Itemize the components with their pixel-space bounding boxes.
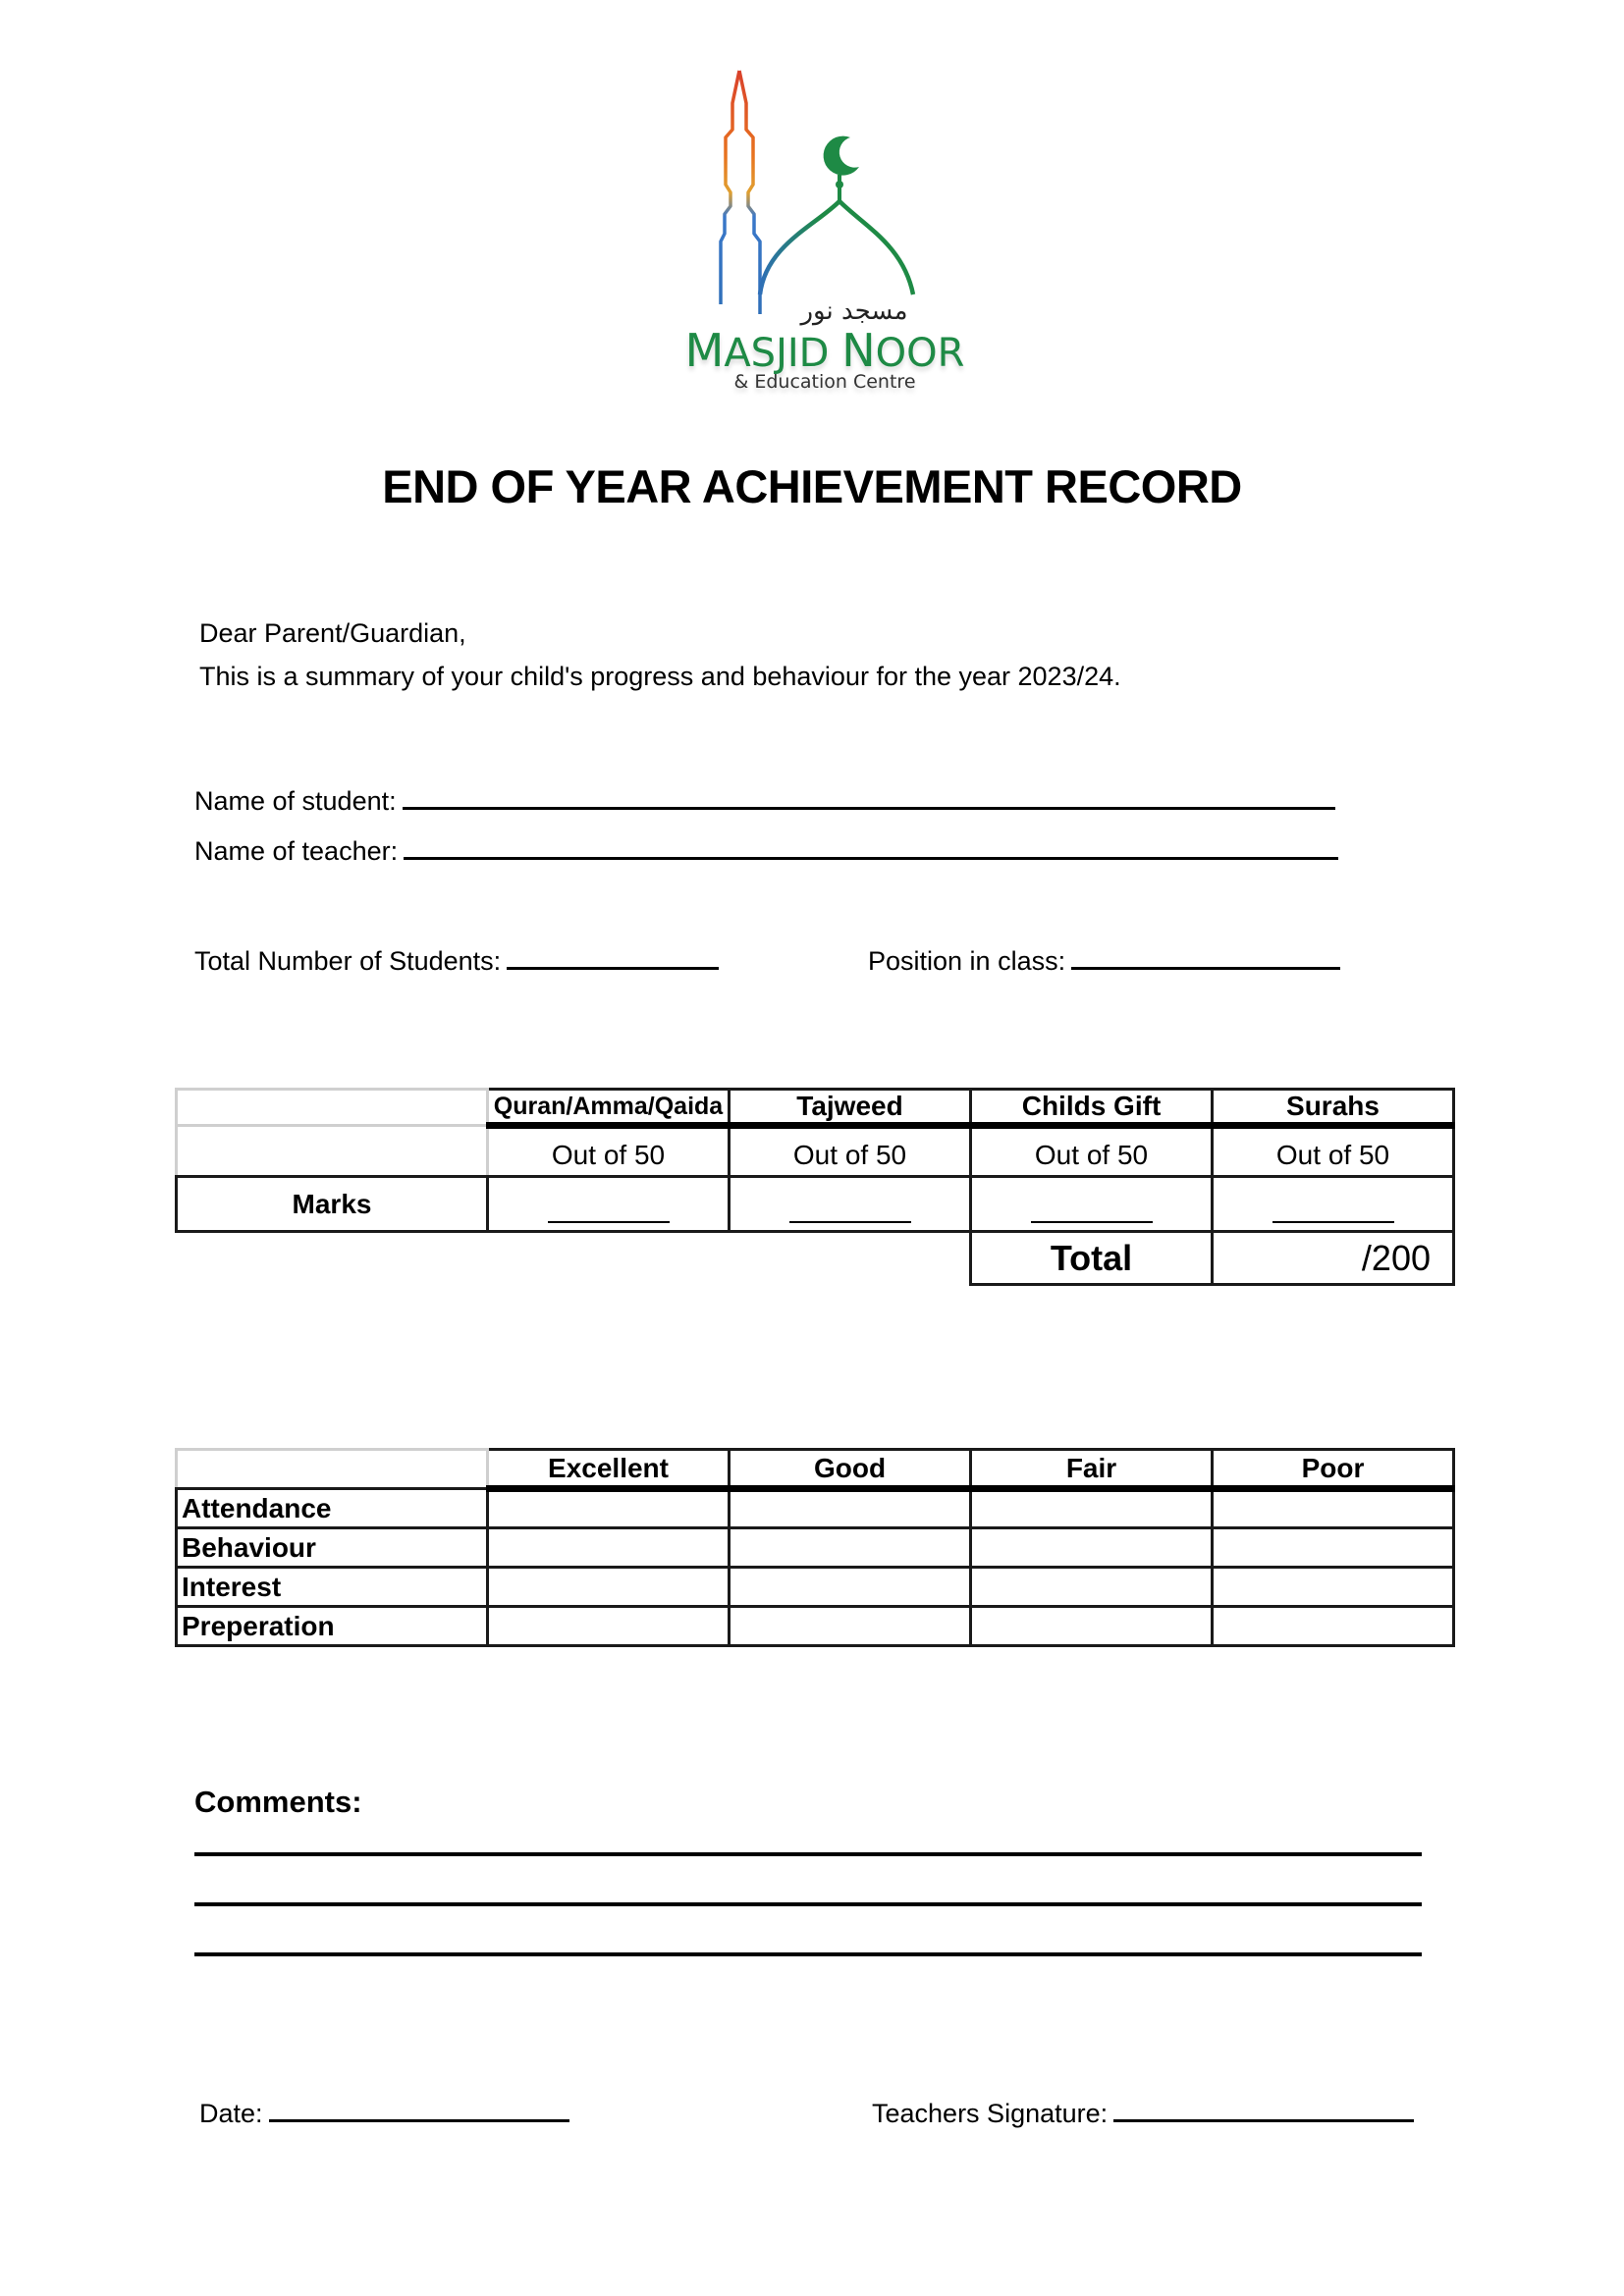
rating-cell[interactable] — [1213, 1607, 1454, 1646]
mark-entry-cell[interactable] — [1213, 1177, 1454, 1232]
rating-cell[interactable] — [730, 1528, 971, 1568]
mark-entry-cell[interactable] — [971, 1177, 1213, 1232]
student-name-blank[interactable] — [403, 785, 1335, 810]
letter-greeting: Dear Parent/Guardian, — [199, 618, 466, 648]
masjid-noor-logo — [677, 59, 972, 402]
student-name-label: Name of student: — [194, 786, 397, 816]
mark-entry-cell[interactable] — [730, 1177, 971, 1232]
rating-cell[interactable] — [488, 1568, 730, 1607]
signature-field[interactable] — [872, 2098, 1414, 2129]
row-label-interest: Interest — [177, 1568, 488, 1607]
total-students-field[interactable] — [194, 945, 719, 977]
col-header-poor: Poor — [1213, 1450, 1454, 1489]
student-name-field[interactable] — [194, 785, 1335, 817]
logo-name: MASJID NOOR — [684, 324, 965, 377]
rating-cell[interactable] — [1213, 1489, 1454, 1528]
col-header-tajweed: Tajweed — [730, 1090, 971, 1126]
date-label: Date: — [199, 2099, 263, 2128]
rating-cell[interactable] — [488, 1607, 730, 1646]
rating-cell[interactable] — [971, 1489, 1213, 1528]
logo-subtitle: & Education Centre — [733, 371, 916, 393]
total-label: Total — [971, 1232, 1213, 1285]
marks-table — [175, 1088, 1455, 1286]
comment-line[interactable] — [194, 1852, 1422, 1856]
total-value[interactable]: /200 — [1213, 1232, 1454, 1285]
rating-table — [175, 1448, 1455, 1647]
col-header-excellent: Excellent — [488, 1450, 730, 1489]
col-header-surahs: Surahs — [1213, 1090, 1454, 1126]
rating-cell[interactable] — [971, 1607, 1213, 1646]
out-of-cell: Out of 50 — [488, 1126, 730, 1177]
total-students-blank[interactable] — [507, 945, 719, 970]
rating-cell[interactable] — [971, 1568, 1213, 1607]
teacher-name-field[interactable] — [194, 835, 1338, 867]
page-title: END OF YEAR ACHIEVEMENT RECORD — [382, 460, 1242, 512]
rating-cell[interactable] — [1213, 1528, 1454, 1568]
col-header-quran: Quran/Amma/Qaida — [488, 1090, 730, 1126]
date-field[interactable] — [199, 2098, 569, 2129]
out-of-cell: Out of 50 — [1213, 1126, 1454, 1177]
position-label: Position in class: — [868, 946, 1066, 976]
row-label-preperation: Preperation — [177, 1607, 488, 1646]
rating-cell[interactable] — [730, 1607, 971, 1646]
rating-cell[interactable] — [488, 1528, 730, 1568]
col-header-good: Good — [730, 1450, 971, 1489]
comment-line[interactable] — [194, 1952, 1422, 1956]
comments-label: Comments: — [194, 1785, 362, 1819]
comment-line[interactable] — [194, 1902, 1422, 1906]
rating-cell[interactable] — [730, 1489, 971, 1528]
rating-cell[interactable] — [1213, 1568, 1454, 1607]
out-of-cell: Out of 50 — [730, 1126, 971, 1177]
empty-corner-cell — [177, 1090, 488, 1126]
position-field[interactable] — [868, 945, 1340, 977]
signature-label: Teachers Signature: — [872, 2099, 1109, 2128]
logo-arabic-text: مسجد نور — [800, 296, 908, 326]
col-header-childs-gift: Childs Gift — [971, 1090, 1213, 1126]
empty-label-cell — [177, 1126, 488, 1177]
rating-cell[interactable] — [488, 1489, 730, 1528]
position-blank[interactable] — [1071, 945, 1340, 970]
mark-blank[interactable] — [789, 1221, 911, 1223]
date-blank[interactable] — [269, 2098, 569, 2122]
mark-blank[interactable] — [548, 1221, 670, 1223]
marks-row-label: Marks — [177, 1177, 488, 1232]
mark-blank[interactable] — [1031, 1221, 1153, 1223]
rating-cell[interactable] — [730, 1568, 971, 1607]
signature-blank[interactable] — [1113, 2098, 1414, 2122]
out-of-cell: Out of 50 — [971, 1126, 1213, 1177]
teacher-name-label: Name of teacher: — [194, 836, 399, 866]
mark-entry-cell[interactable] — [488, 1177, 730, 1232]
mosque-minaret-dome-icon — [677, 59, 972, 314]
letter-body: This is a summary of your child's progress and behaviour for the year 2023/24. — [199, 662, 1121, 691]
rating-cell[interactable] — [971, 1528, 1213, 1568]
teacher-name-blank[interactable] — [404, 835, 1338, 860]
row-label-attendance: Attendance — [177, 1489, 488, 1528]
total-students-label: Total Number of Students: — [194, 946, 502, 976]
col-header-fair: Fair — [971, 1450, 1213, 1489]
row-label-behaviour: Behaviour — [177, 1528, 488, 1568]
empty-corner-cell — [177, 1450, 488, 1489]
mark-blank[interactable] — [1272, 1221, 1394, 1223]
